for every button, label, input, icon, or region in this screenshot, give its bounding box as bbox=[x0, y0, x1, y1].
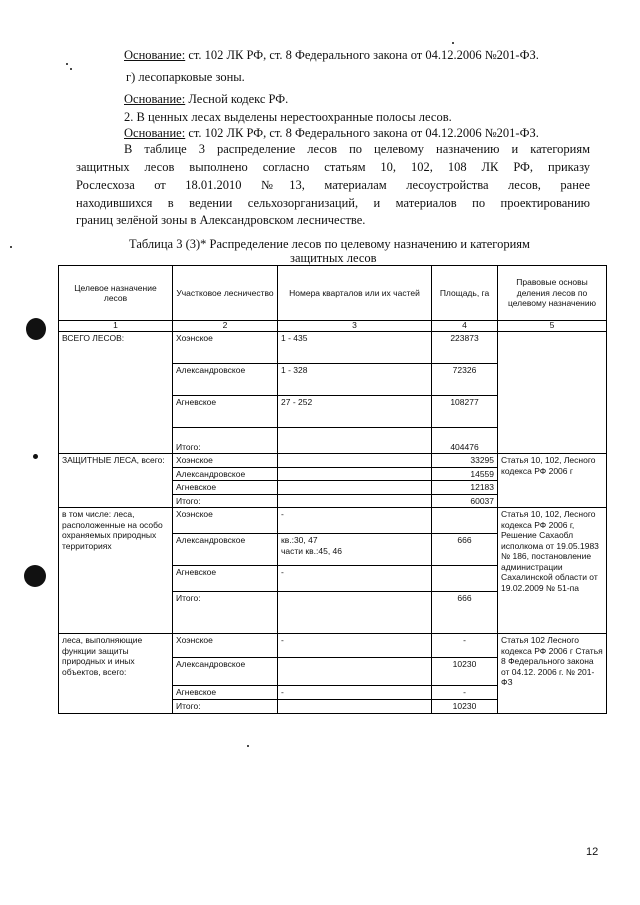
quarters-cell bbox=[278, 592, 432, 634]
punch-hole-mark bbox=[24, 565, 46, 587]
table-header-row bbox=[59, 266, 607, 321]
basis-text: ст. 102 ЛК РФ, ст. 8 Федерального закона от 04.12.2006 №201-ФЗ. bbox=[185, 126, 539, 140]
quarters-cell bbox=[278, 467, 432, 481]
quarters-cell: - bbox=[278, 508, 432, 534]
area-cell: 33295 bbox=[432, 454, 498, 468]
area-cell: 10230 bbox=[432, 700, 498, 714]
basis-line-1 bbox=[124, 48, 539, 63]
district-cell: Александровское bbox=[173, 364, 278, 396]
forest-distribution-table bbox=[58, 265, 607, 714]
quarters-line: части кв.:45, 46 bbox=[281, 545, 342, 556]
district-cell: Агневское bbox=[173, 481, 278, 495]
district-cell: Агневское bbox=[173, 686, 278, 700]
area-cell: - bbox=[432, 686, 498, 700]
quarters-cell bbox=[278, 494, 432, 508]
speck-mark bbox=[247, 745, 249, 747]
district-cell: Итого: bbox=[173, 428, 278, 454]
table-row bbox=[59, 332, 607, 364]
area-cell bbox=[432, 508, 498, 534]
basis-label: Основание: bbox=[124, 48, 186, 62]
speck-mark bbox=[452, 42, 454, 44]
area-cell: 108277 bbox=[432, 396, 498, 428]
area-cell: 60037 bbox=[432, 494, 498, 508]
quarters-cell: - bbox=[278, 686, 432, 700]
column-number: 1 bbox=[59, 321, 173, 332]
district-cell: Агневское bbox=[173, 566, 278, 592]
purpose-cell: в том числе: леса, расположенные на особо охраняемых природных территориях bbox=[59, 508, 173, 634]
quarters-cell bbox=[278, 700, 432, 714]
header-cell: Номера кварталов или их частей bbox=[278, 266, 432, 321]
basis-cell: Статья 102 Лесного кодекса РФ 2006 г Статья 8 Федерального закона от 04.12. 2006 г. № 201-ФЗ bbox=[498, 634, 607, 714]
basis-label: Основание: bbox=[124, 92, 186, 106]
header-cell: Участковое лесничество bbox=[173, 266, 278, 321]
district-cell: Хоэнское bbox=[173, 508, 278, 534]
district-cell: Хоэнское bbox=[173, 454, 278, 468]
quarters-cell: - bbox=[278, 566, 432, 592]
quarters-cell: 1 - 328 bbox=[278, 364, 432, 396]
quarters-cell: - bbox=[278, 634, 432, 658]
paragraph-line-5: границ зелёной зоны в Александровском лесничестве. bbox=[76, 213, 366, 227]
basis-cell bbox=[498, 332, 607, 454]
quarters-cell: 1 - 435 bbox=[278, 332, 432, 364]
quarters-cell bbox=[278, 481, 432, 495]
paragraph-line-1: В таблице 3 распределение лесов по целевому назначению и категориям bbox=[124, 142, 590, 156]
page-number: 12 bbox=[586, 846, 599, 858]
item-g: г) лесопарковые зоны. bbox=[126, 70, 245, 84]
header-cell: Целевое назначение лесов bbox=[59, 266, 173, 321]
basis-text: Лесной кодекс РФ. bbox=[185, 92, 289, 106]
district-cell: Александровское bbox=[173, 658, 278, 686]
area-cell bbox=[432, 566, 498, 592]
table-row bbox=[59, 508, 607, 534]
purpose-cell: леса, выполняющие функции защиты природных и иных объектов, всего: bbox=[59, 634, 173, 714]
district-cell: Хоэнское bbox=[173, 634, 278, 658]
header-cell: Правовые основы деления лесов по целевому назначению bbox=[498, 266, 607, 321]
paragraph-line-2: защитных лесов выполнено согласно статьям 10, 102, 108 ЛК РФ, приказу bbox=[76, 160, 590, 174]
column-number: 4 bbox=[432, 321, 498, 332]
column-number-row bbox=[59, 321, 607, 332]
quarters-cell bbox=[278, 658, 432, 686]
district-cell: Александровское bbox=[173, 534, 278, 566]
area-cell: 10230 bbox=[432, 658, 498, 686]
district-cell: Александровское bbox=[173, 467, 278, 481]
quarters-cell bbox=[278, 428, 432, 454]
area-cell: 12183 bbox=[432, 481, 498, 495]
quarters-cell bbox=[278, 454, 432, 468]
speck-mark bbox=[10, 246, 12, 248]
area-cell: 14559 bbox=[432, 467, 498, 481]
district-cell: Хоэнское bbox=[173, 332, 278, 364]
column-number: 2 bbox=[173, 321, 278, 332]
district-cell: Агневское bbox=[173, 396, 278, 428]
table-row bbox=[59, 454, 607, 468]
area-cell: 666 bbox=[432, 534, 498, 566]
area-cell: 72326 bbox=[432, 364, 498, 396]
quarters-line: кв.:30, 47 bbox=[281, 535, 318, 545]
item-2: 2. В ценных лесах выделены нерестоохранные полосы лесов. bbox=[124, 110, 452, 124]
basis-cell: Статья 10, 102, Лесного кодекса РФ 2006 г, Решение Сахаобл исполкома от 19.05.1983 № 186, постановление администрации Сахалинской области от 19.02.2009 № 51-па bbox=[498, 508, 607, 634]
quarters-cell: 27 - 252 bbox=[278, 396, 432, 428]
speck-mark bbox=[70, 68, 72, 70]
purpose-cell: ВСЕГО ЛЕСОВ: bbox=[59, 332, 173, 454]
basis-cell: Статья 10, 102, Лесного кодекса РФ 2006 г bbox=[498, 454, 607, 508]
basis-line-2 bbox=[124, 92, 288, 107]
table-caption-line-2: защитных лесов bbox=[290, 251, 377, 265]
area-cell: 404476 bbox=[432, 428, 498, 454]
table-caption-line-1: Таблица 3 (3)* Распределение лесов по целевому назначению и категориям bbox=[129, 237, 530, 251]
area-cell: - bbox=[432, 634, 498, 658]
district-cell: Итого: bbox=[173, 592, 278, 634]
punch-hole-mark bbox=[33, 454, 38, 459]
district-cell: Итого: bbox=[173, 494, 278, 508]
area-cell: 666 bbox=[432, 592, 498, 634]
header-cell: Площадь, га bbox=[432, 266, 498, 321]
speck-mark bbox=[66, 63, 68, 65]
quarters-cell bbox=[278, 534, 432, 566]
basis-text: ст. 102 ЛК РФ, ст. 8 Федерального закона от 04.12.2006 №201-ФЗ. bbox=[185, 48, 539, 62]
column-number: 5 bbox=[498, 321, 607, 332]
district-cell: Итого: bbox=[173, 700, 278, 714]
purpose-cell: ЗАЩИТНЫЕ ЛЕСА, всего: bbox=[59, 454, 173, 508]
paragraph-line-3: Рослесхоза от 18.01.2010 №13, материалам лесоустройства лесов, ранее bbox=[76, 178, 590, 192]
basis-line-3 bbox=[124, 126, 539, 141]
paragraph-line-4: находившихся в ведении сельхозорганизаций, и материалов по проектированию bbox=[76, 196, 590, 210]
punch-hole-mark bbox=[26, 318, 46, 340]
table-row bbox=[59, 634, 607, 658]
area-cell: 223873 bbox=[432, 332, 498, 364]
basis-label: Основание: bbox=[124, 126, 186, 140]
column-number: 3 bbox=[278, 321, 432, 332]
